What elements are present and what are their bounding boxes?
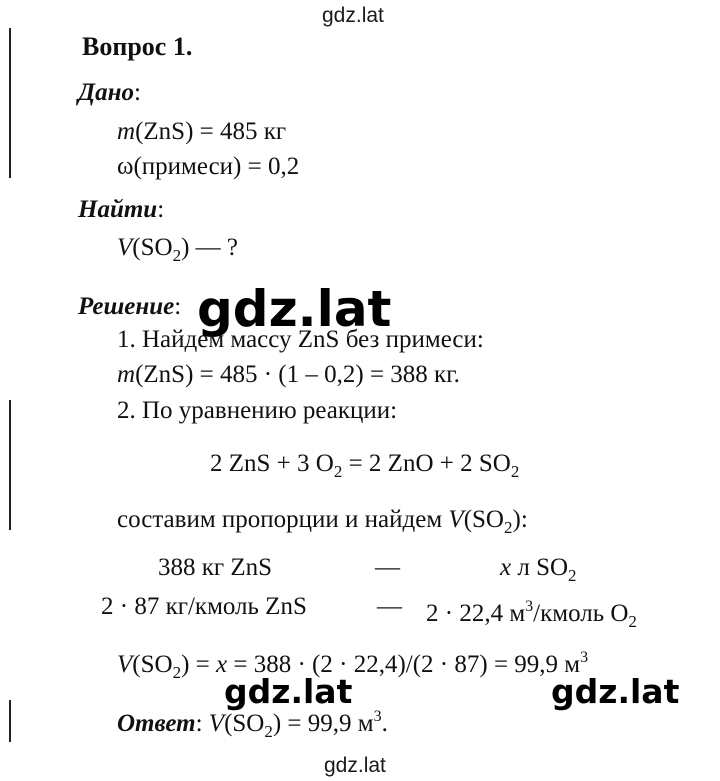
given-impurity: ω(примеси) = 0,2 (117, 153, 300, 180)
eq-sub-o2: 2 (333, 462, 343, 481)
prop-text: составим пропорции и найдем (117, 506, 449, 533)
row1-x: x (500, 554, 512, 581)
prop-open: (SO (463, 506, 504, 533)
find-target (117, 233, 238, 271)
proportion-row1-left: 388 кг ZnS (158, 554, 273, 581)
watermark-bottom-left: gdz.lat (224, 672, 353, 711)
answer-colon: : (195, 710, 203, 737)
answer-label: Ответ (117, 710, 196, 737)
res-mid: ) = (181, 651, 217, 678)
res-calc: = 388 · (2 · 22,4)/(2 · 87) = 99,9 м (227, 651, 581, 678)
watermark-bottom-right: gdz.lat (551, 672, 680, 711)
solution-label: Решение (78, 293, 175, 320)
margin-rule-middle (9, 400, 11, 530)
given-label: Дано (78, 79, 134, 106)
prop-sub: 2 (504, 518, 513, 537)
find-close: ) — ? (181, 234, 238, 261)
res-x: x (216, 651, 228, 678)
step1-calc (117, 360, 460, 390)
margin-rule-top (9, 28, 11, 178)
answer-sub: 2 (264, 722, 273, 741)
find-heading (78, 195, 164, 225)
prop-close: ): (512, 506, 528, 533)
find-sub: 2 (172, 246, 182, 265)
eq-part-b: = 2 ZnO + 2 SO (342, 450, 511, 477)
res-sub: 2 (172, 663, 182, 682)
proportion-row1-dash: — (375, 554, 400, 581)
solution-heading (78, 292, 181, 322)
row2-sub: 2 (628, 612, 637, 631)
step1-text: 1. Найдем массу ZnS без примеси: (117, 326, 484, 353)
res-sup: 3 (580, 649, 589, 666)
proportion-intro (117, 505, 528, 543)
given-heading (78, 78, 141, 108)
res-open: (SO (132, 651, 173, 678)
given-mass (117, 117, 286, 147)
watermark-footer: gdz.lat (324, 754, 386, 777)
mass-rest: (ZnS) = 485 кг (135, 118, 287, 145)
answer-sup: 3 (373, 708, 382, 725)
row1-right-text: л SO (511, 554, 569, 581)
answer-val: ) = 99,9 м (272, 710, 374, 737)
answer-open: (SO (224, 710, 265, 737)
row2-right-text2: /кмоль O (533, 600, 629, 627)
question-title: Вопрос 1. (82, 32, 193, 61)
answer-end: . (381, 710, 388, 737)
watermark-middle: gdz.lat (197, 280, 392, 338)
find-label: Найти (78, 196, 158, 223)
row1-sub: 2 (568, 566, 577, 585)
eq-sub-so2: 2 (510, 462, 520, 481)
row2-sup: 3 (525, 598, 534, 615)
step1-calc-text: (ZnS) = 485 · (1 – 0,2) = 388 кг. (135, 361, 460, 388)
find-open: (SO (132, 234, 173, 261)
proportion-row2-right (426, 592, 637, 637)
proportion-row1-right (500, 553, 577, 591)
given-colon: : (133, 79, 141, 106)
proportion-row2-dash: — (377, 593, 402, 620)
watermark-top: gdz.lat (322, 4, 384, 27)
prop-v: V (448, 506, 464, 533)
mass-symbol: m (117, 118, 136, 145)
step1-m: m (117, 361, 136, 388)
answer-v: V (208, 710, 225, 737)
eq-part-a: 2 ZnS + 3 O (210, 450, 334, 477)
find-colon: : (157, 196, 165, 223)
reaction-equation (210, 449, 519, 487)
margin-rule-bottom (9, 700, 11, 742)
proportion-row2-left: 2 · 87 кг/кмоль ZnS (101, 593, 307, 620)
result-line (117, 643, 588, 688)
row2-right-text: 2 · 22,4 м (426, 600, 526, 627)
answer-line (117, 702, 388, 747)
step2-text: 2. По уравнению реакции: (117, 397, 398, 424)
find-v: V (117, 234, 133, 261)
res-v: V (117, 651, 133, 678)
solution-colon: : (174, 293, 182, 320)
